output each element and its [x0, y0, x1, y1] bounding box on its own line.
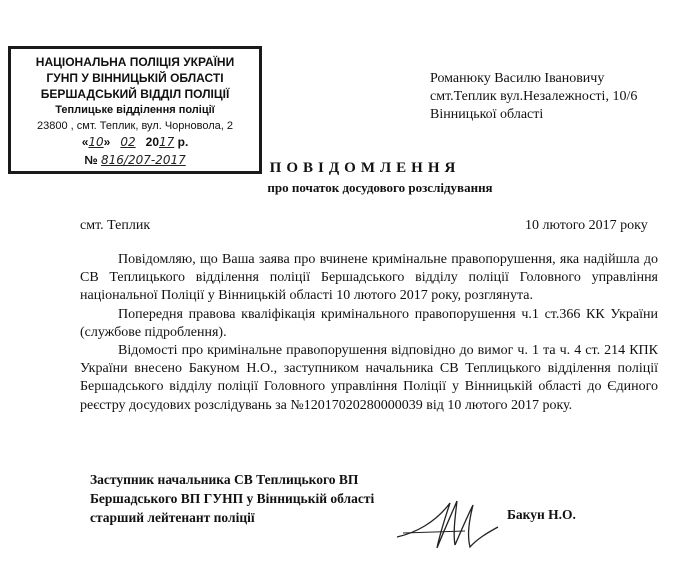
stamp-date-line	[11, 135, 259, 149]
stamp-date-year-suffix: 17	[159, 135, 175, 149]
recipient-block	[430, 70, 637, 124]
stamp-date-month: 02	[120, 135, 136, 149]
document-subtitle: про початок досудового розслідування	[267, 180, 493, 195]
stamp-branch-line: Теплицьке відділення поліції	[55, 104, 215, 116]
document-title: ПОВІДОМЛЕННЯ	[269, 160, 461, 176]
recipient-region: Вінницької області	[430, 107, 544, 122]
stamp-address-line: 23800 , смт. Теплик, вул. Чорновола, 2	[37, 120, 233, 132]
document-date: 10 лютого 2017 року	[525, 218, 648, 233]
signer-position: Заступник начальника СВ Теплицького ВП	[90, 472, 359, 487]
stamp-date-quote-open: «	[81, 135, 89, 149]
document-body	[80, 251, 658, 415]
stamp-division-line: БЕРШАДСЬКИЙ ВІДДІЛ ПОЛІЦІЇ	[40, 87, 230, 101]
body-paragraph-3: Відомості про кримінальне правопорушення відповідно до вимог ч. 1 та ч. 4 ст. 214 КПК України внесено Бакуном Н.О., заступником начальника СВ Теплицького відділення поліції Бершадського відділу поліції Головного управління Поліції у Вінницькій області до Єдиного реєстру досудових розслідувань за №12017020280000039 від 10 лютого 2017 року.	[80, 343, 658, 413]
registration-stamp	[8, 46, 262, 174]
body-paragraph-2: Попередня правова кваліфікація кримінального правопорушення ч.1 ст.366 КК України (службове підроблення).	[80, 306, 658, 340]
body-paragraph-1: Повідомляю, що Ваша заява про вчинене кримінальне правопорушення, яка надійшла до СВ Теплицького відділення поліції Бершадського відділу поліції Головного управління національної Поліції у Вінницькій області 10 лютого 2017 року, розглянута.	[80, 252, 658, 304]
signer-department: Бершадського ВП ГУНП у Вінницькій області	[90, 491, 375, 506]
signer-block	[90, 470, 374, 527]
recipient-address: смт.Теплик вул.Незалежності, 10/6	[430, 89, 638, 104]
stamp-date-quote-close: »	[103, 135, 111, 149]
handwritten-signature	[395, 493, 500, 553]
stamp-date-day: 10	[88, 135, 104, 149]
stamp-number: 816/207-2017	[101, 153, 186, 167]
recipient-name: Романюку Василю Івановичу	[430, 71, 605, 86]
stamp-date-year-prefix: 20	[145, 135, 160, 149]
signer-rank: старший лейтенант поліції	[90, 510, 255, 525]
stamp-org-line: НАЦІОНАЛЬНА ПОЛІЦІЯ УКРАЇНИ	[35, 55, 235, 69]
stamp-dept-line: ГУНП У ВІННИЦЬКІЙ ОБЛАСТІ	[46, 71, 224, 85]
signer-name: Бакун Н.О.	[507, 507, 576, 522]
document-place: смт. Теплик	[80, 218, 151, 233]
stamp-number-prefix: №	[84, 153, 98, 167]
stamp-date-year-unit: р.	[177, 135, 189, 149]
